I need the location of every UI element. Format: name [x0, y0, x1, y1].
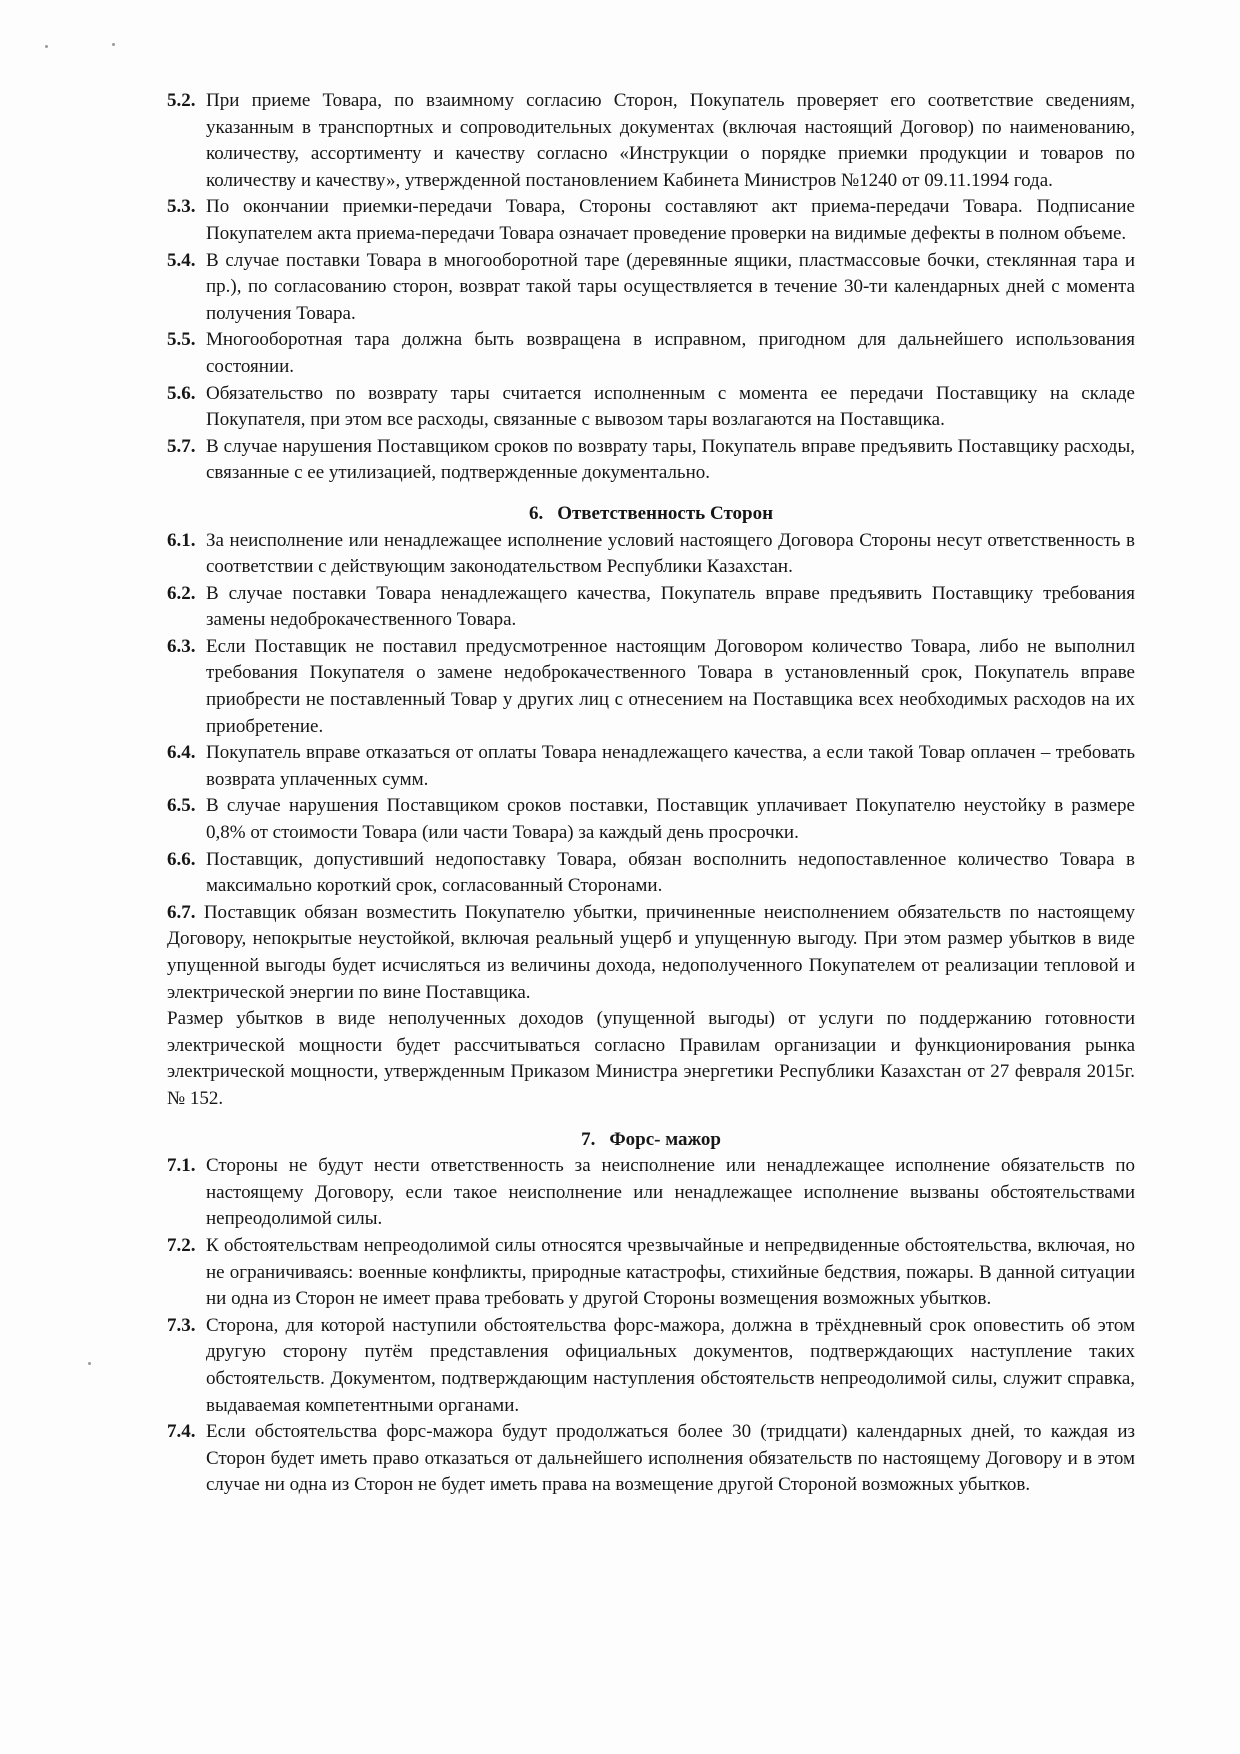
- clause-5-3: [167, 194, 1135, 247]
- clause-number: 6.4.: [167, 742, 196, 764]
- section-5-list: [167, 88, 1135, 487]
- clause-7-1: [167, 1153, 1135, 1233]
- clause-number: 5.6.: [167, 382, 196, 404]
- section-title: Форс- мажор: [609, 1128, 721, 1150]
- clause-number: 5.5.: [167, 329, 196, 351]
- clause-text: В случае поставки Товара в многооборотной таре (деревянные ящики, пластмассовые бочки, стеклянная тара и пр.), по согласованию сторон, возврат такой тары осуществляется в течение 30-ти календарных дней с момента получения Товара.: [206, 249, 1135, 324]
- clause-text: Покупатель вправе отказаться от оплаты Товара ненадлежащего качества, а если такой Товар оплачен – требовать возврата уплаченных сумм.: [206, 742, 1135, 790]
- section-7-heading: [167, 1127, 1135, 1154]
- clause-text: Сторона, для которой наступили обстоятельства форс-мажора, должна в трёхдневный срок оповестить об этом другую сторону путём представления официальных документов, подтверждающих наступление таких обстоятельств. Документом, подтверждающим наступления обстоятельств непреодолимой силы, служит справка, выдаваемая компетентными органами.: [206, 1314, 1135, 1416]
- clause-5-7: [167, 434, 1135, 487]
- clause-number: 5.4.: [167, 249, 196, 271]
- clause-7-4: [167, 1419, 1135, 1499]
- clause-number: 5.7.: [167, 435, 196, 457]
- clause-number: 6.2.: [167, 582, 196, 604]
- section-number: 7.: [581, 1128, 596, 1150]
- clause-7-3: [167, 1313, 1135, 1419]
- clause-text: В случае нарушения Поставщиком сроков поставки, Поставщик уплачивает Покупателю неустойку в размере 0,8% от стоимости Товара (или части Товара) за каждый день просрочки.: [206, 795, 1135, 844]
- clause-text: При приеме Товара, по взаимному согласию Сторон, Покупатель проверяет его соответствие сведениям, указанным в транспортных и сопроводительных документах (включая настоящий Договор) по наименованию, количеству, ассортименту и качеству согласно «Инструкции о порядке приемки продукции и товаров по количеству и качеству», утвержденной постановлением Кабинета Министров №1240 от 09.11.1994 года.: [206, 90, 1135, 191]
- clause-text: Если обстоятельства форс-мажора будут продолжаться более 30 (тридцати) календарных дней, то каждая из Сторон будет иметь право отказаться от дальнейшего исполнения обязательств по настоящему Договору и в этом случае ни одна из Сторон не будет иметь права на возмещение другой Стороной возможных убытков.: [206, 1421, 1135, 1496]
- clause-6-1: [167, 528, 1135, 581]
- paragraph-text: Размер убытков в виде неполученных доходов (упущенной выгоды) от услуги по поддержанию готовности электрической мощности будет рассчитываться согласно Правилам организации и функционирования рынка электрической мощности, утвержденным Приказом Министра энергетики Республики Казахстан от 27 февраля 2015г. № 152.: [167, 1008, 1135, 1109]
- clause-number: 7.3.: [167, 1314, 196, 1336]
- clause-6-6: [167, 847, 1135, 900]
- clause-number: 6.6.: [167, 848, 196, 870]
- losses-paragraph: [167, 1006, 1135, 1112]
- clause-text: Поставщик, допустивший недопоставку Товара, обязан восполнить недопоставленное количество Товара в максимально короткий срок, согласованный Сторонами.: [206, 848, 1135, 897]
- clause-5-6: [167, 381, 1135, 434]
- clause-6-5: [167, 793, 1135, 846]
- clause-text: За неисполнение или ненадлежащее исполнение условий настоящего Договора Стороны несут ответственность в соответствии с действующим законодательством Республики Казахстан.: [206, 529, 1135, 578]
- clause-number: 7.4.: [167, 1421, 196, 1443]
- clause-number: 7.2.: [167, 1234, 196, 1256]
- clause-number: 5.2.: [167, 90, 196, 111]
- clause-text: В случае поставки Товара ненадлежащего качества, Покупатель вправе предъявить Поставщику требования замены недоброкачественного Товара.: [206, 582, 1135, 631]
- clause-number: 5.3.: [167, 196, 196, 218]
- clause-number: 6.5.: [167, 795, 196, 817]
- clause-text: Обязательство по возврату тары считается исполненным с момента ее передачи Поставщику на складе Покупателя, при этом все расходы, связанные с вывозом тары возлагаются на Поставщика.: [206, 382, 1135, 431]
- clause-number: 6.1.: [167, 529, 196, 551]
- section-number: 6.: [528, 502, 544, 524]
- clause-6-7: [167, 900, 1135, 1006]
- section-title: Ответственность Сторон: [557, 502, 774, 524]
- document-body: [167, 88, 1135, 1499]
- clause-text: По окончании приемки-передачи Товара, Стороны составляют акт приема-передачи Товара. Подписание Покупателем акта приема-передачи Товара означает проведение проверки на видимые дефекты в полном объеме.: [206, 196, 1135, 244]
- clause-6-3: [167, 634, 1135, 740]
- scan-speck: [45, 45, 48, 48]
- scan-speck: [88, 1362, 91, 1365]
- section-6-list: [167, 528, 1135, 1113]
- clause-text: Многооборотная тара должна быть возвращена в исправном, пригодном для дальнейшего использования состоянии.: [206, 329, 1135, 377]
- clause-text: Поставщик обязан возместить Покупателю убытки, причиненные неисполнением обязательств по настоящему Договору, непокрытые неустойкой, включая реальный ущерб и упущенную выгоду. При этом размер убытков в виде упущенной выгоды будет исчисляться из величины дохода, недополученного Покупателем от реализации тепловой и электрической энергии по вине Поставщика.: [167, 901, 1136, 1003]
- clause-number: 6.7.: [167, 901, 196, 923]
- clause-5-5: [167, 327, 1135, 380]
- clause-6-2: [167, 581, 1135, 634]
- clause-text: К обстоятельствам непреодолимой силы относятся чрезвычайные и непредвиденные обстоятельства, включая, но не ограничиваясь: военные конфликты, природные катастрофы, стихийные бедствия, пожары. В данной ситуации ни одна из Сторон не имеет права требовать у другой Стороны возмещения возможных убытков.: [206, 1234, 1135, 1310]
- clause-number: 7.1.: [167, 1155, 196, 1177]
- clause-7-2: [167, 1233, 1135, 1313]
- clause-5-4: [167, 248, 1135, 328]
- scan-speck: [112, 43, 115, 46]
- section-7-list: [167, 1153, 1135, 1499]
- section-6-heading: [167, 501, 1135, 528]
- clause-number: 6.3.: [167, 635, 196, 657]
- clause-5-2: [167, 88, 1135, 194]
- clause-text: В случае нарушения Поставщиком сроков по возврату тары, Покупатель вправе предъявить Поставщику расходы, связанные с ее утилизацией, подтвержденные документально.: [206, 435, 1135, 484]
- clause-text: Если Поставщик не поставил предусмотренное настоящим Договором количество Товара, либо не выполнил требования Покупателя о замене недоброкачественного Товара в установленный срок, Покупатель вправе приобрести не поставленный Товар у других лиц с отнесением на Поставщика всех необходимых расходов на их приобретение.: [206, 635, 1135, 737]
- clause-text: Стороны не будут нести ответственность за неисполнение или ненадлежащее исполнение обязательств по настоящему Договору, если такое неисполнение или ненадлежащее исполнение вызваны обстоятельствами непреодолимой силы.: [206, 1155, 1135, 1230]
- clause-6-4: [167, 740, 1135, 793]
